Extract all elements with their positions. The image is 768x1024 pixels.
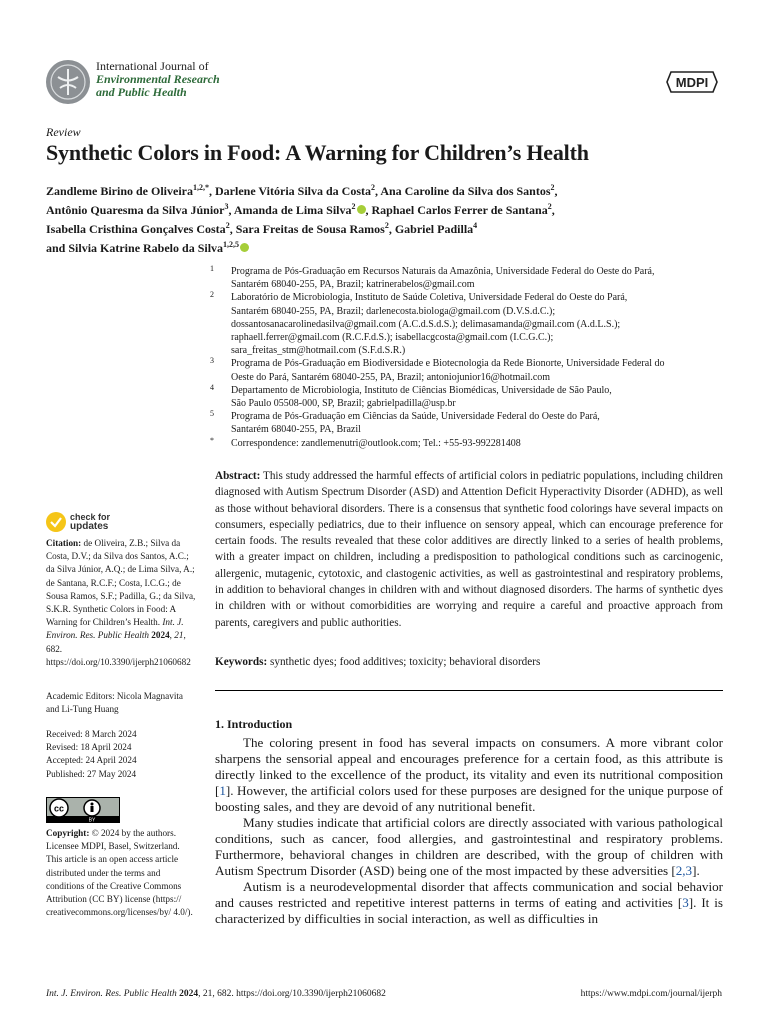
affiliation-line: Departamento de Microbiologia, Instituto de Ciências Biomédicas, Universidade de São Paulo, xyxy=(231,384,612,396)
affiliation-item xyxy=(210,384,730,410)
affiliation-item xyxy=(210,357,730,383)
footer-citation[interactable]: , 21, 682. https://doi.org/10.3390/ijerph21060682 xyxy=(198,989,386,999)
journal-name-line2: Environmental Research xyxy=(96,72,220,86)
section-heading-introduction: 1. Introduction xyxy=(215,717,293,731)
affiliation-line: Oeste do Pará, Santarém 68040-255, PA, Brazil; antoniojunior16@hotmail.com xyxy=(231,371,551,383)
author-affiliation-marker: 1,2,5 xyxy=(223,240,240,249)
author-affiliation-marker: 2 xyxy=(225,221,230,230)
author-separator: , xyxy=(375,184,381,198)
author-name[interactable]: Gabriel Padilla xyxy=(394,222,474,236)
check-for-updates-badge[interactable] xyxy=(46,512,166,534)
author-affiliation-marker: 2 xyxy=(384,221,389,230)
author-name[interactable]: Amanda de Lima Silva xyxy=(233,203,352,217)
author-separator: , xyxy=(229,222,236,236)
svg-text:cc: cc xyxy=(53,803,65,814)
author-separator: , xyxy=(551,203,555,217)
reference-link[interactable]: 1 xyxy=(219,783,226,798)
article-dates xyxy=(46,728,198,781)
keywords xyxy=(215,656,723,668)
author-separator: , xyxy=(228,203,234,217)
paragraph-text: ]. xyxy=(692,863,700,878)
affiliation-number: 3 xyxy=(210,356,214,366)
citation-year: 2024 xyxy=(151,630,170,641)
author-name[interactable]: Zandleme Birino de Oliveira xyxy=(46,184,193,198)
reference-link[interactable]: 3 xyxy=(682,895,689,910)
author-separator: , xyxy=(388,222,395,236)
paragraph xyxy=(215,735,723,815)
author-name[interactable]: Antônio Quaresma da Silva Júnior xyxy=(46,203,225,217)
date-published: Published: 27 May 2024 xyxy=(46,768,137,779)
citation-label: Citation: xyxy=(46,538,82,548)
author-affiliation-marker: 1,2,* xyxy=(193,183,209,192)
affiliation-line: sara_freitas_stm@hotmail.com (S.F.d.S.R.) xyxy=(231,345,406,357)
affiliation-line: Santarém 68040-255, PA, Brazil; darlenecosta.biologa@gmail.com (D.V.S.d.C.); xyxy=(231,305,556,317)
page-footer xyxy=(46,989,722,999)
author-name[interactable]: Sara Freitas de Sousa Ramos xyxy=(235,222,385,236)
svg-text:BY: BY xyxy=(88,817,96,823)
journal-name-line3: and Public Health xyxy=(96,85,187,99)
affiliation-line: raphaell.ferrer@gmail.com (R.C.F.d.S.); isabellacgcosta@gmail.com (I.C.G.C.); xyxy=(231,332,554,344)
copyright-label: Copyright: xyxy=(46,828,90,838)
footer-year: 2024 xyxy=(179,989,199,999)
affiliation-line: Programa de Pós-Graduação em Recursos Naturais da Amazônia, Universidade Federal do Oeste do Pará, xyxy=(231,266,655,277)
citation-journal: Int. J. Environ. Res. Public Health xyxy=(46,617,184,641)
affiliation-number: 4 xyxy=(210,382,214,392)
copyright-text: © 2024 by the authors. Licensee MDPI, Basel, Switzerland. This article is an open access article distributed under the terms and conditions of the Creative Commons Attribution (CC BY) license (https:// creativecommons.org/licenses/by/ 4.0/). xyxy=(46,828,193,918)
affiliation-line: Programa de Pós-Graduação em Biodiversidade e Biotecnologia da Rede Bionorte, Universidade Federal do xyxy=(231,358,665,370)
paragraph xyxy=(215,879,723,927)
author-affiliation-marker: 2 xyxy=(371,183,375,192)
author-affiliation-marker: 3 xyxy=(224,202,229,211)
date-revised: Revised: 18 April 2024 xyxy=(46,742,132,753)
abstract-text: This study addressed the harmful effects of artificial colors in pediatric populations, including children diagnosed with Autism Spectrum Disorder (ASD) and Attention Deficit Hyperactivity Disorder (ADHD), as well as those without behavioral disorders. There is a consensus that synthetic food colorings have several impacts on consumers, especially pediatrics, due to their influence on sensory appeal, which can encourage preference for certain foods. The results revealed that these color additives are directly linked to a series of health problems, with a greater impact on children, including a predisposition to pathological conditions such as carcinogenic, allergenic, mutagenic, cytotoxic, and clastogenic activities, as well as gastrointestinal and respiratory problems, in addition to behavioral changes in children with and without diagnosed disorders. The harms of synthetic dyes in children with or without comorbidities are worrying and require a careful and proactive approach from parents, caregivers and public authorities. xyxy=(215,470,723,629)
affiliation-line: Santarém 68040-255, PA, Brazil; katrinerabelos@gmail.com xyxy=(231,279,475,291)
affiliation-line: Programa de Pós-Graduação em Ciências da Saúde, Universidade Federal do Oeste do Pará, xyxy=(231,411,600,423)
affiliations xyxy=(210,265,730,450)
footer-journal: Int. J. Environ. Res. Public Health xyxy=(46,989,177,999)
keywords-label: Keywords: xyxy=(215,656,268,668)
author-name[interactable]: Raphael Carlos Ferrer de Santana xyxy=(371,203,548,217)
check-updates-line1: check for xyxy=(70,512,111,522)
citation-block: Citation: de Oliveira, Z.B.; Silva da Costa, D.V.; da Silva dos Santos, A.C.; da Silva Júnior, A.Q.; de Lima Silva, A.; de Santana, R.C.F.; Costa, I.C.G.; de Sousa Ramos, S.F.; Padilla, G.; da Silva, S.K.R. Synthetic Colors in Food: A Warning for Children’s Health. Int. J. Environ. Res. Public Health 2024, 21, 682. https://doi.org/10.3390/ijerph21060682 xyxy=(46,538,196,667)
paragraph-text: ]. It is characterized by difficulties in social interaction, as well as difficulties in xyxy=(215,895,723,926)
affiliation-line: São Paulo 05508-000, SP, Brazil; gabrielpadilla@usp.br xyxy=(231,398,456,410)
affiliation-item xyxy=(210,410,730,436)
orcid-icon[interactable] xyxy=(357,205,366,214)
date-accepted: Accepted: 24 April 2024 xyxy=(46,755,137,766)
paragraph-text: Many studies indicate that artificial colors are directly associated with various pathological conditions, such as cancer, food allergies, and gastrointestinal and respiratory problems. Furthermore, behavioral changes in children are described, with the group of children with Autism Spectrum Disorder (ASD) being one of the most impacted by these adversities [ xyxy=(215,815,723,878)
author-affiliation-marker: 2 xyxy=(550,183,555,192)
cc-by-license-icon[interactable] xyxy=(46,797,120,823)
author-list xyxy=(46,180,706,256)
author-affiliation-marker: 2 xyxy=(351,202,356,211)
paragraph-text: Autism is a neurodevelopmental disorder that affects communication and social behavior and causes restricted and repetitive interest patterns in terms of eating and activities [ xyxy=(215,879,723,910)
check-updates-line2: updates xyxy=(70,521,109,532)
affiliation-item xyxy=(210,291,730,357)
reference-link[interactable]: 2,3 xyxy=(675,863,693,878)
introduction-body xyxy=(215,735,723,927)
divider xyxy=(215,690,723,691)
author-name[interactable]: Ana Caroline da Silva dos Santos xyxy=(380,184,551,198)
paragraph-text: ]. However, the artificial colors used for these purposes are designed for the unique purpose of boosting sales, and they are devoid of any nutritional benefit. xyxy=(215,783,723,814)
author-name[interactable]: and Silvia Katrine Rabelo da Silva xyxy=(46,241,224,255)
check-updates-icon xyxy=(46,512,66,532)
journal-name xyxy=(96,60,220,99)
affiliation-number: 1 xyxy=(210,264,214,273)
article-title: Synthetic Colors in Food: A Warning for Children’s Health xyxy=(46,140,589,165)
author-name[interactable]: Isabella Cristhina Gonçalves Costa xyxy=(46,222,226,236)
paragraph-text: The coloring present in food has several impacts on consumers. A more vibrant color sharpens the sensorial appeal and encourages preference for a certain food, as this attribute is directly linked to the excellence of the product, its vitality and even its nutritional composition [ xyxy=(215,735,723,798)
affiliation-line: Correspondence: zandlemenutri@outlook.com; Tel.: +55-93-992281408 xyxy=(231,437,521,449)
journal-logo xyxy=(46,60,90,104)
affiliation-number: 5 xyxy=(210,409,214,419)
orcid-icon[interactable] xyxy=(240,243,249,252)
citation-text: de Oliveira, Z.B.; Silva da Costa, D.V.; da Silva dos Santos, A.C.; da Silva Júnior, A.Q.; de Lima Silva, A.; de Santana, R.C.F.; Costa, I.C.G.; de Sousa Ramos, S.F.; Padilla, G.; da Silva, S.K.R. Synthetic Colors in Food: A Warning for Children’s Health. xyxy=(46,538,196,628)
citation-volume: 21 xyxy=(174,630,184,641)
author-affiliation-marker: 2 xyxy=(547,202,552,211)
footer-journal-url[interactable]: https://www.mdpi.com/journal/ijerph xyxy=(580,989,722,999)
author-separator: , xyxy=(554,184,558,198)
affiliation-item xyxy=(210,437,730,450)
author-affiliation-marker: 4 xyxy=(473,221,478,230)
date-received: Received: 8 March 2024 xyxy=(46,729,137,739)
author-name[interactable]: Darlene Vitória Silva da Costa xyxy=(215,184,371,198)
article-type: Review xyxy=(46,125,81,139)
keywords-text: synthetic dyes; food additives; toxicity; behavioral disorders xyxy=(270,656,541,668)
paragraph xyxy=(215,815,723,879)
author-separator: , xyxy=(209,184,215,198)
journal-name-line1: International Journal of xyxy=(96,59,209,73)
affiliation-line: Laboratório de Microbiologia, Instituto de Saúde Coletiva, Universidade Federal do Oeste do Pará, xyxy=(231,292,628,304)
publisher-name: MDPI xyxy=(675,75,709,90)
abstract-label: Abstract: xyxy=(215,470,261,482)
copyright-block xyxy=(46,827,198,919)
affiliation-item xyxy=(210,265,730,291)
affiliation-number: 2 xyxy=(210,290,214,300)
affiliation-number: * xyxy=(210,435,214,445)
affiliation-line: dossantosanacarolinedasilva@gmail.com (A.C.d.S.d.S.); delimasamanda@gmail.com (A.d.L.S.); xyxy=(231,318,621,330)
citation-doi[interactable]: 682. https://doi.org/10.3390/ijerph21060682 xyxy=(46,643,191,667)
author-separator: , xyxy=(365,203,372,217)
abstract xyxy=(215,468,723,631)
affiliation-line: Santarém 68040-255, PA, Brazil xyxy=(231,424,361,436)
mdpi-logo xyxy=(666,68,718,96)
academic-editors: Academic Editors: Nicola Magnavita and Li-Tung Huang xyxy=(46,691,184,715)
